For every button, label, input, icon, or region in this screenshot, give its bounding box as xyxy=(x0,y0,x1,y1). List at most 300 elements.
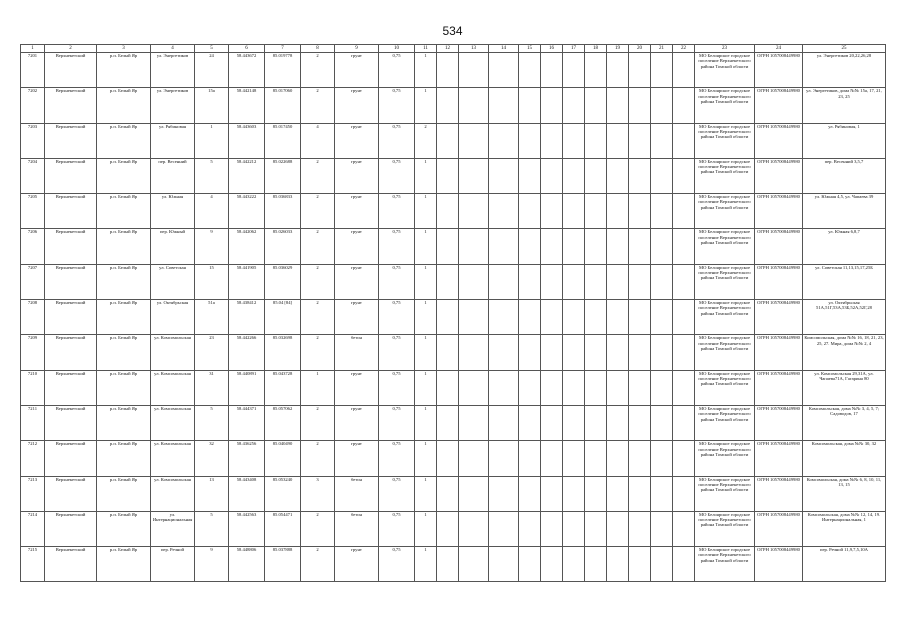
cell-ogrn: ОГРН 1057008449980 xyxy=(755,264,803,299)
cell-surface: грунт xyxy=(335,441,379,476)
column-header: 22 xyxy=(673,45,695,53)
cell-lon: 85.037888 xyxy=(265,547,301,582)
cell-lon: 85.026033 xyxy=(265,229,301,264)
cell-empty xyxy=(607,547,629,582)
cell-empty xyxy=(673,88,695,123)
table-row xyxy=(21,405,886,440)
table-row xyxy=(21,194,886,229)
cell-lon: 85.04 [84] xyxy=(265,300,301,335)
cell-lon: 85.057062 xyxy=(265,405,301,440)
cell-street: ул. Энергетиков xyxy=(151,53,195,88)
cell-empty xyxy=(629,88,651,123)
cell-settlement: р.п. Белый Яр xyxy=(97,335,151,370)
cell-house: 15а xyxy=(195,88,229,123)
cell-addresses: Комсомольская, дома №№ 30, 32 xyxy=(803,441,886,476)
cell-empty xyxy=(673,511,695,546)
cell-empty xyxy=(489,158,519,193)
cell-vol: 0,75 xyxy=(379,405,415,440)
cell-empty xyxy=(437,405,459,440)
column-header: 15 xyxy=(519,45,541,53)
cell-empty xyxy=(585,123,607,158)
cell-id: 7203 xyxy=(21,123,45,158)
cell-lon: 85.054471 xyxy=(265,511,301,546)
cell-house: 31 xyxy=(195,370,229,405)
column-header: 21 xyxy=(651,45,673,53)
cell-addresses: ул. Южная 6,8,7 xyxy=(803,229,886,264)
column-header: 20 xyxy=(629,45,651,53)
cell-vol: 0,75 xyxy=(379,123,415,158)
cell-addresses: ул. Советская 11,13,15,17,25Б xyxy=(803,264,886,299)
cell-lat: 58.443672 xyxy=(229,53,265,88)
cell-empty xyxy=(489,511,519,546)
cell-empty xyxy=(489,53,519,88)
cell-ogrn: ОГРН 1057008449980 xyxy=(755,476,803,511)
cell-count: 2 xyxy=(301,194,335,229)
cell-lon: 85.036833 xyxy=(265,194,301,229)
cell-empty xyxy=(541,123,563,158)
cell-owner: МО Белоярское городское поселение Верхнекетского района Томской области xyxy=(695,53,755,88)
cell-count: 2 xyxy=(301,264,335,299)
cell-empty xyxy=(651,335,673,370)
cell-empty xyxy=(541,194,563,229)
column-header: 13 xyxy=(459,45,489,53)
cell-empty xyxy=(459,53,489,88)
cell-lat: 58.443603 xyxy=(229,123,265,158)
cell-street: ул. Интернациональная xyxy=(151,511,195,546)
cell-empty xyxy=(629,441,651,476)
cell-empty xyxy=(563,158,585,193)
cell-vol: 0,75 xyxy=(379,264,415,299)
cell-settlement: р.п. Белый Яр xyxy=(97,123,151,158)
cell-empty xyxy=(629,123,651,158)
cell-settlement: р.п. Белый Яр xyxy=(97,88,151,123)
cell-addresses: ул. Энергетиков, дома №№ 15а, 17, 21, 23, 25 xyxy=(803,88,886,123)
cell-lon: 85.040490 xyxy=(265,441,301,476)
cell-vol: 0,75 xyxy=(379,335,415,370)
cell-street: ул. Советская xyxy=(151,264,195,299)
cell-empty xyxy=(459,88,489,123)
cell-empty xyxy=(489,264,519,299)
cell-region: Верхнекетский xyxy=(45,476,97,511)
cell-n: 1 xyxy=(415,476,437,511)
cell-empty xyxy=(651,476,673,511)
cell-empty xyxy=(629,511,651,546)
table-row xyxy=(21,123,886,158)
cell-surface: грунт xyxy=(335,194,379,229)
cell-empty xyxy=(459,547,489,582)
cell-vol: 0,75 xyxy=(379,229,415,264)
cell-empty xyxy=(519,88,541,123)
cell-lat: 58.444371 xyxy=(229,405,265,440)
cell-region: Верхнекетский xyxy=(45,335,97,370)
cell-count: 2 xyxy=(301,405,335,440)
column-header: 1 xyxy=(21,45,45,53)
column-header: 25 xyxy=(803,45,886,53)
column-header: 12 xyxy=(437,45,459,53)
cell-lon: 85.022688 xyxy=(265,158,301,193)
cell-street: ул. Южная xyxy=(151,194,195,229)
cell-owner: МО Белоярское городское поселение Верхнекетского района Томской области xyxy=(695,476,755,511)
column-header: 14 xyxy=(489,45,519,53)
cell-empty xyxy=(673,123,695,158)
cell-id: 7207 xyxy=(21,264,45,299)
cell-empty xyxy=(437,88,459,123)
cell-empty xyxy=(629,335,651,370)
cell-house: 5 xyxy=(195,405,229,440)
cell-id: 7201 xyxy=(21,53,45,88)
cell-owner: МО Белоярское городское поселение Верхнекетского района Томской области xyxy=(695,194,755,229)
cell-lat: 58.441905 xyxy=(229,264,265,299)
cell-empty xyxy=(459,405,489,440)
cell-ogrn: ОГРН 1057008449980 xyxy=(755,229,803,264)
cell-empty xyxy=(519,476,541,511)
column-header: 19 xyxy=(607,45,629,53)
cell-owner: МО Белоярское городское поселение Верхнекетского района Томской области xyxy=(695,264,755,299)
cell-addresses: ул. Южная 4,5, ул. Чапаева 39 xyxy=(803,194,886,229)
cell-lat: 58.442563 xyxy=(229,511,265,546)
cell-empty xyxy=(519,370,541,405)
cell-addresses: ул. Рябиновая, 1 xyxy=(803,123,886,158)
cell-empty xyxy=(651,123,673,158)
table-row xyxy=(21,264,886,299)
cell-id: 7211 xyxy=(21,405,45,440)
table-row xyxy=(21,441,886,476)
column-header: 17 xyxy=(563,45,585,53)
cell-empty xyxy=(519,194,541,229)
table-row xyxy=(21,547,886,582)
cell-empty xyxy=(563,511,585,546)
cell-surface: грунт xyxy=(335,370,379,405)
cell-owner: МО Белоярское городское поселение Верхнекетского района Томской области xyxy=(695,547,755,582)
cell-ogrn: ОГРН 1057008449980 xyxy=(755,158,803,193)
cell-empty xyxy=(563,229,585,264)
cell-surface: бетон xyxy=(335,335,379,370)
cell-empty xyxy=(651,158,673,193)
table-row xyxy=(21,88,886,123)
cell-lat: 58.443222 xyxy=(229,194,265,229)
cell-owner: МО Белоярское городское поселение Верхнекетского района Томской области xyxy=(695,123,755,158)
cell-empty xyxy=(585,229,607,264)
cell-house: 32 xyxy=(195,441,229,476)
cell-empty xyxy=(437,158,459,193)
cell-empty xyxy=(437,511,459,546)
cell-empty xyxy=(459,123,489,158)
cell-empty xyxy=(489,370,519,405)
cell-empty xyxy=(673,229,695,264)
cell-empty xyxy=(629,405,651,440)
cell-empty xyxy=(459,335,489,370)
table-row xyxy=(21,229,886,264)
cell-empty xyxy=(437,229,459,264)
cell-empty xyxy=(673,158,695,193)
cell-empty xyxy=(607,158,629,193)
cell-lat: 58.436256 xyxy=(229,441,265,476)
cell-empty xyxy=(437,335,459,370)
cell-n: 1 xyxy=(415,441,437,476)
table-row xyxy=(21,158,886,193)
cell-addresses: ул. Энергетиков 20,22,26,28 xyxy=(803,53,886,88)
cell-ogrn: ОГРН 1057008449980 xyxy=(755,511,803,546)
cell-house: 1 xyxy=(195,123,229,158)
cell-empty xyxy=(563,476,585,511)
cell-lon: 85.036029 xyxy=(265,264,301,299)
cell-empty xyxy=(607,405,629,440)
cell-n: 1 xyxy=(415,511,437,546)
cell-empty xyxy=(519,229,541,264)
cell-surface: грунт xyxy=(335,264,379,299)
cell-addresses: пер. Весенний 3,5,7 xyxy=(803,158,886,193)
cell-empty xyxy=(585,511,607,546)
cell-empty xyxy=(673,405,695,440)
cell-id: 7215 xyxy=(21,547,45,582)
cell-empty xyxy=(651,370,673,405)
cell-count: 2 xyxy=(301,441,335,476)
cell-house: 4 xyxy=(195,194,229,229)
cell-surface: грунт xyxy=(335,53,379,88)
cell-settlement: р.п. Белый Яр xyxy=(97,53,151,88)
cell-lat: 58.442266 xyxy=(229,335,265,370)
cell-n: 1 xyxy=(415,53,437,88)
cell-empty xyxy=(459,264,489,299)
cell-n: 1 xyxy=(415,370,437,405)
cell-empty xyxy=(629,547,651,582)
cell-vol: 0,75 xyxy=(379,370,415,405)
cell-region: Верхнекетский xyxy=(45,264,97,299)
cell-surface: грунт xyxy=(335,229,379,264)
cell-empty xyxy=(541,229,563,264)
cell-n: 1 xyxy=(415,547,437,582)
cell-empty xyxy=(541,88,563,123)
table-row xyxy=(21,300,886,335)
cell-vol: 0,75 xyxy=(379,441,415,476)
cell-empty xyxy=(585,335,607,370)
cell-region: Верхнекетский xyxy=(45,194,97,229)
cell-empty xyxy=(585,441,607,476)
cell-empty xyxy=(585,370,607,405)
cell-settlement: р.п. Белый Яр xyxy=(97,300,151,335)
cell-empty xyxy=(585,158,607,193)
cell-empty xyxy=(607,194,629,229)
column-header: 9 xyxy=(335,45,379,53)
cell-count: 2 xyxy=(301,229,335,264)
cell-empty xyxy=(607,476,629,511)
cell-empty xyxy=(563,194,585,229)
cell-settlement: р.п. Белый Яр xyxy=(97,158,151,193)
cell-vol: 0,75 xyxy=(379,300,415,335)
cell-owner: МО Белоярское городское поселение Верхнекетского района Томской области xyxy=(695,511,755,546)
cell-street: ул. Комсомольская xyxy=(151,441,195,476)
cell-empty xyxy=(541,511,563,546)
cell-count: 2 xyxy=(301,335,335,370)
table-row xyxy=(21,53,886,88)
cell-empty xyxy=(459,511,489,546)
cell-vol: 0,75 xyxy=(379,194,415,229)
cell-empty xyxy=(585,194,607,229)
cell-empty xyxy=(585,53,607,88)
cell-empty xyxy=(489,547,519,582)
cell-empty xyxy=(607,335,629,370)
cell-empty xyxy=(629,476,651,511)
cell-owner: МО Белоярское городское поселение Верхнекетского района Томской области xyxy=(695,300,755,335)
cell-street: ул. Комсомольская xyxy=(151,476,195,511)
cell-id: 7205 xyxy=(21,194,45,229)
cell-street: ул. Энергетиков xyxy=(151,88,195,123)
cell-empty xyxy=(673,476,695,511)
cell-lat: 58.442148 xyxy=(229,88,265,123)
cell-street: пер. Весенний xyxy=(151,158,195,193)
cell-empty xyxy=(519,547,541,582)
cell-n: 2 xyxy=(415,123,437,158)
cell-n: 1 xyxy=(415,158,437,193)
cell-ogrn: ОГРН 1057008449980 xyxy=(755,123,803,158)
cell-n: 1 xyxy=(415,229,437,264)
column-header: 10 xyxy=(379,45,415,53)
cell-empty xyxy=(489,194,519,229)
cell-empty xyxy=(563,88,585,123)
cell-empty xyxy=(437,370,459,405)
cell-empty xyxy=(563,370,585,405)
cell-lat: 58.440891 xyxy=(229,370,265,405)
cell-empty xyxy=(541,476,563,511)
table-row xyxy=(21,335,886,370)
column-header: 5 xyxy=(195,45,229,53)
cell-empty xyxy=(629,229,651,264)
cell-settlement: р.п. Белый Яр xyxy=(97,547,151,582)
cell-ogrn: ОГРН 1057008449980 xyxy=(755,335,803,370)
cell-empty xyxy=(437,53,459,88)
cell-id: 7202 xyxy=(21,88,45,123)
cell-settlement: р.п. Белый Яр xyxy=(97,370,151,405)
cell-street: ул. Комсомольская xyxy=(151,405,195,440)
cell-region: Верхнекетский xyxy=(45,405,97,440)
cell-ogrn: ОГРН 1057008449980 xyxy=(755,300,803,335)
cell-id: 7214 xyxy=(21,511,45,546)
cell-empty xyxy=(629,370,651,405)
cell-region: Верхнекетский xyxy=(45,88,97,123)
header-row xyxy=(21,45,886,53)
cell-surface: грунт xyxy=(335,123,379,158)
cell-empty xyxy=(459,370,489,405)
cell-empty xyxy=(607,229,629,264)
cell-empty xyxy=(541,405,563,440)
cell-count: 2 xyxy=(301,300,335,335)
cell-house: 9 xyxy=(195,229,229,264)
cell-empty xyxy=(519,264,541,299)
cell-empty xyxy=(489,88,519,123)
cell-lat: 58.442062 xyxy=(229,229,265,264)
cell-empty xyxy=(629,158,651,193)
cell-owner: МО Белоярское городское поселение Верхнекетского района Томской области xyxy=(695,441,755,476)
cell-street: пер. Южный xyxy=(151,229,195,264)
cell-empty xyxy=(437,300,459,335)
cell-ogrn: ОГРН 1057008449980 xyxy=(755,370,803,405)
cell-region: Верхнекетский xyxy=(45,53,97,88)
cell-empty xyxy=(607,264,629,299)
cell-street: ул. Комсомольская xyxy=(151,370,195,405)
cell-empty xyxy=(651,264,673,299)
cell-empty xyxy=(541,441,563,476)
cell-settlement: р.п. Белый Яр xyxy=(97,405,151,440)
cell-empty xyxy=(459,158,489,193)
column-header: 7 xyxy=(265,45,301,53)
cell-empty xyxy=(459,300,489,335)
column-header: 24 xyxy=(755,45,803,53)
cell-empty xyxy=(489,476,519,511)
cell-id: 7204 xyxy=(21,158,45,193)
cell-empty xyxy=(607,511,629,546)
cell-addresses: Комсомольская, дома №№ 6, 8, 10, 11, 13, 15 xyxy=(803,476,886,511)
table-row xyxy=(21,370,886,405)
column-header: 23 xyxy=(695,45,755,53)
cell-house: 5 xyxy=(195,511,229,546)
cell-addresses: Комсомольская, дома №№ 16, 18, 21, 23, 25, 27. Мира, дома №№ 2, 4 xyxy=(803,335,886,370)
cell-ogrn: ОГРН 1057008449980 xyxy=(755,53,803,88)
cell-vol: 0,75 xyxy=(379,88,415,123)
page-number: 534 xyxy=(442,24,463,38)
cell-empty xyxy=(437,123,459,158)
cell-lon: 85.017450 xyxy=(265,123,301,158)
cell-empty xyxy=(673,194,695,229)
cell-empty xyxy=(585,405,607,440)
cell-empty xyxy=(585,264,607,299)
cell-settlement: р.п. Белый Яр xyxy=(97,441,151,476)
cell-empty xyxy=(629,53,651,88)
cell-empty xyxy=(563,123,585,158)
cell-empty xyxy=(437,476,459,511)
cell-empty xyxy=(673,264,695,299)
cell-id: 7212 xyxy=(21,441,45,476)
cell-surface: бетон xyxy=(335,511,379,546)
cell-ogrn: ОГРН 1057008449980 xyxy=(755,405,803,440)
cell-n: 1 xyxy=(415,88,437,123)
cell-empty xyxy=(629,264,651,299)
cell-settlement: р.п. Белый Яр xyxy=(97,264,151,299)
cell-empty xyxy=(519,511,541,546)
cell-empty xyxy=(437,264,459,299)
cell-empty xyxy=(541,158,563,193)
cell-surface: грунт xyxy=(335,158,379,193)
column-header: 16 xyxy=(541,45,563,53)
cell-empty xyxy=(585,88,607,123)
cell-empty xyxy=(607,53,629,88)
column-header: 2 xyxy=(45,45,97,53)
cell-surface: грунт xyxy=(335,88,379,123)
cell-n: 1 xyxy=(415,335,437,370)
cell-empty xyxy=(651,88,673,123)
cell-empty xyxy=(651,53,673,88)
cell-empty xyxy=(519,441,541,476)
cell-empty xyxy=(607,370,629,405)
cell-settlement: р.п. Белый Яр xyxy=(97,229,151,264)
cell-vol: 0,75 xyxy=(379,53,415,88)
cell-empty xyxy=(673,547,695,582)
cell-region: Верхнекетский xyxy=(45,370,97,405)
table-row xyxy=(21,511,886,546)
cell-lon: 85.017060 xyxy=(265,88,301,123)
cell-street: ул. Октябрьская xyxy=(151,300,195,335)
cell-empty xyxy=(437,194,459,229)
cell-empty xyxy=(519,123,541,158)
cell-empty xyxy=(673,441,695,476)
cell-n: 1 xyxy=(415,405,437,440)
cell-empty xyxy=(607,300,629,335)
cell-count: 1 xyxy=(301,370,335,405)
cell-settlement: р.п. Белый Яр xyxy=(97,194,151,229)
cell-owner: МО Белоярское городское поселение Верхнекетского района Томской области xyxy=(695,158,755,193)
cell-addresses: Комсомольская, дома №№ 3, 4, 5, 7; Садоводов, 17 xyxy=(803,405,886,440)
cell-settlement: р.п. Белый Яр xyxy=(97,476,151,511)
cell-empty xyxy=(541,300,563,335)
